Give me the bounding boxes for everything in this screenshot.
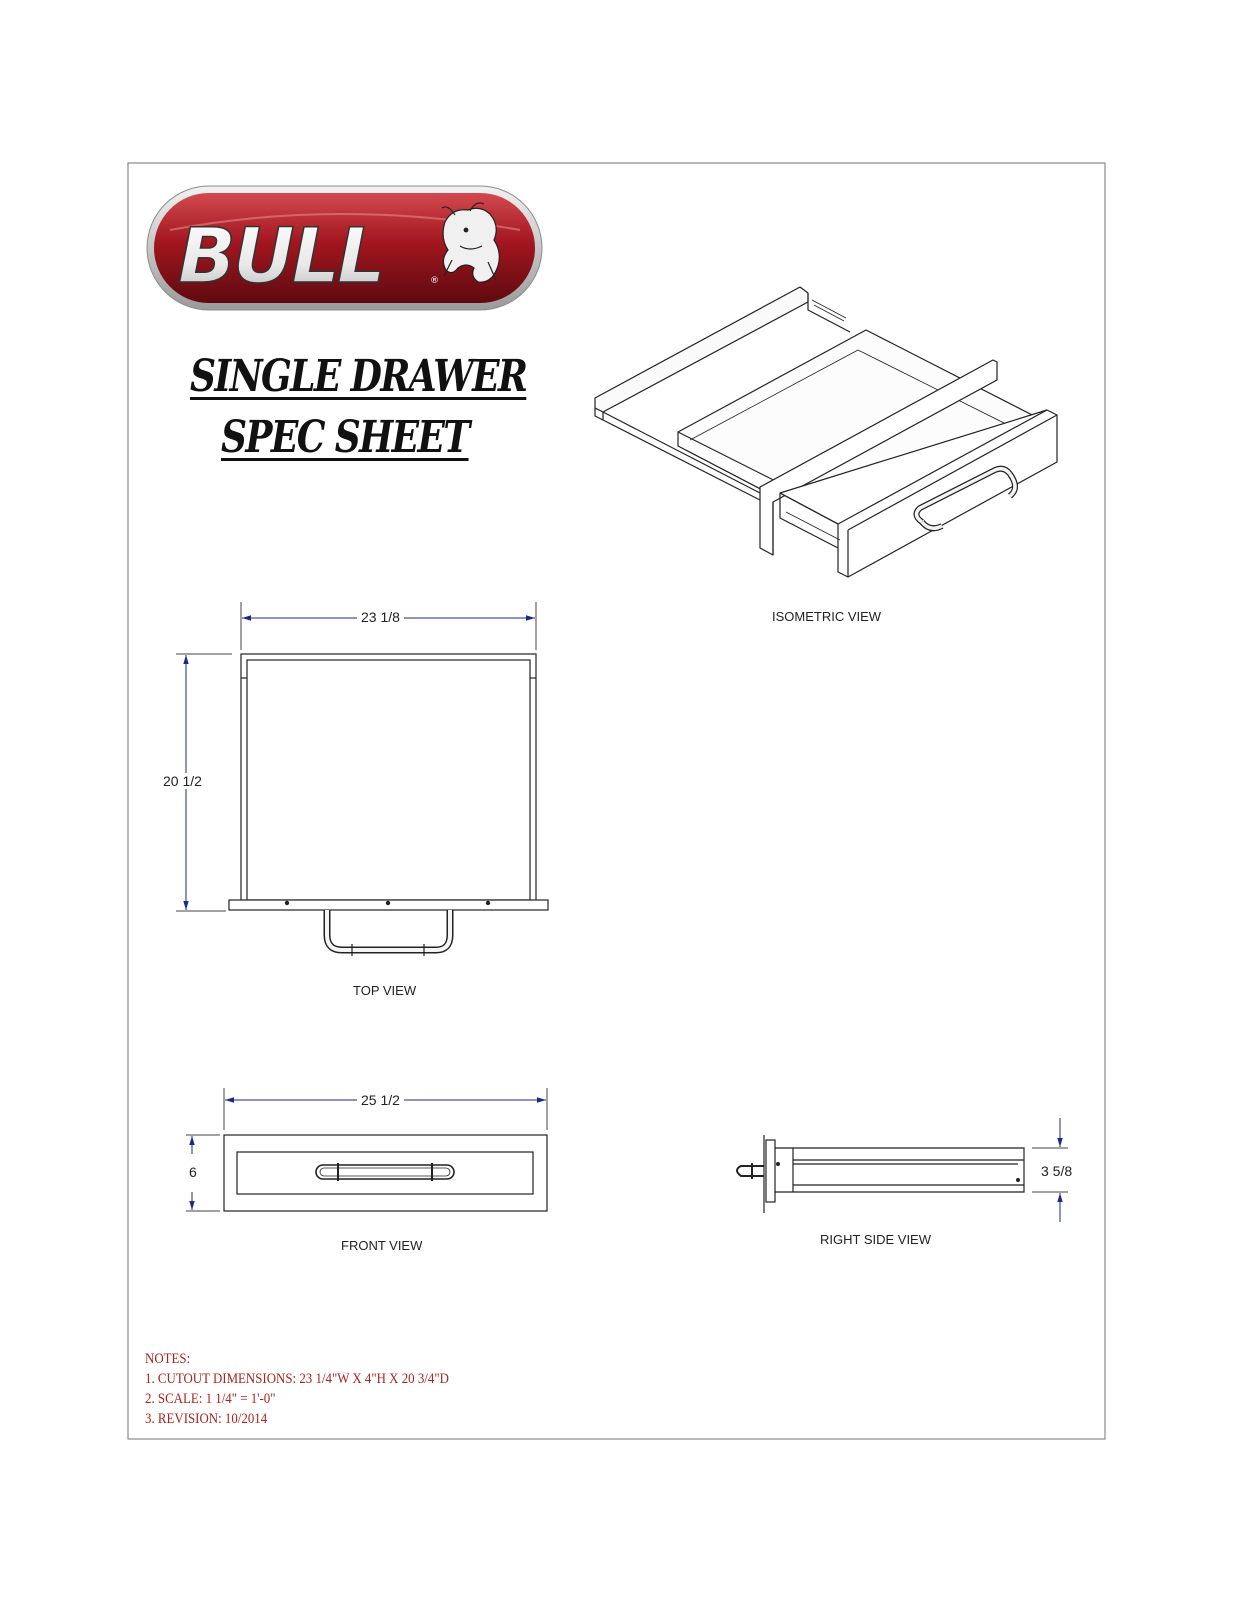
top-view-label: TOP VIEW: [353, 983, 417, 998]
isometric-view-label: ISOMETRIC VIEW: [772, 609, 882, 624]
right-side-view-label: RIGHT SIDE VIEW: [820, 1232, 931, 1247]
right-side-height-dimension: 3 5/8: [1037, 1163, 1076, 1179]
isometric-view-drawing: [595, 287, 1057, 577]
note-item: 1. CUTOUT DIMENSIONS: 23 1/4"W X 4"H X 20 3/4"D: [145, 1371, 449, 1387]
top-view-width-dimension: 23 1/8: [357, 609, 404, 625]
notes-block: [145, 1349, 449, 1429]
top-view-drawing: [229, 654, 548, 956]
notes-heading: NOTES:: [145, 1351, 191, 1367]
title-line-2: SPEC SHEET: [221, 412, 469, 463]
registered-mark: ®: [430, 276, 439, 286]
front-view-label: FRONT VIEW: [341, 1238, 423, 1253]
title-line-1: SINGLE DRAWER: [190, 351, 527, 402]
note-item: 3. REVISION: 10/2014: [145, 1411, 268, 1427]
right-side-view-drawing: [737, 1135, 1024, 1213]
top-view-depth-dimension: 20 1/2: [159, 773, 206, 789]
front-view-drawing: [224, 1135, 547, 1211]
note-item: 2. SCALE: 1 1/4" = 1'-0": [145, 1391, 276, 1407]
front-view-width-dimension: 25 1/2: [357, 1092, 404, 1108]
bull-logo: [147, 186, 542, 310]
front-view-height-dimension: 6: [185, 1164, 201, 1180]
logo-text: BULL: [178, 211, 383, 300]
